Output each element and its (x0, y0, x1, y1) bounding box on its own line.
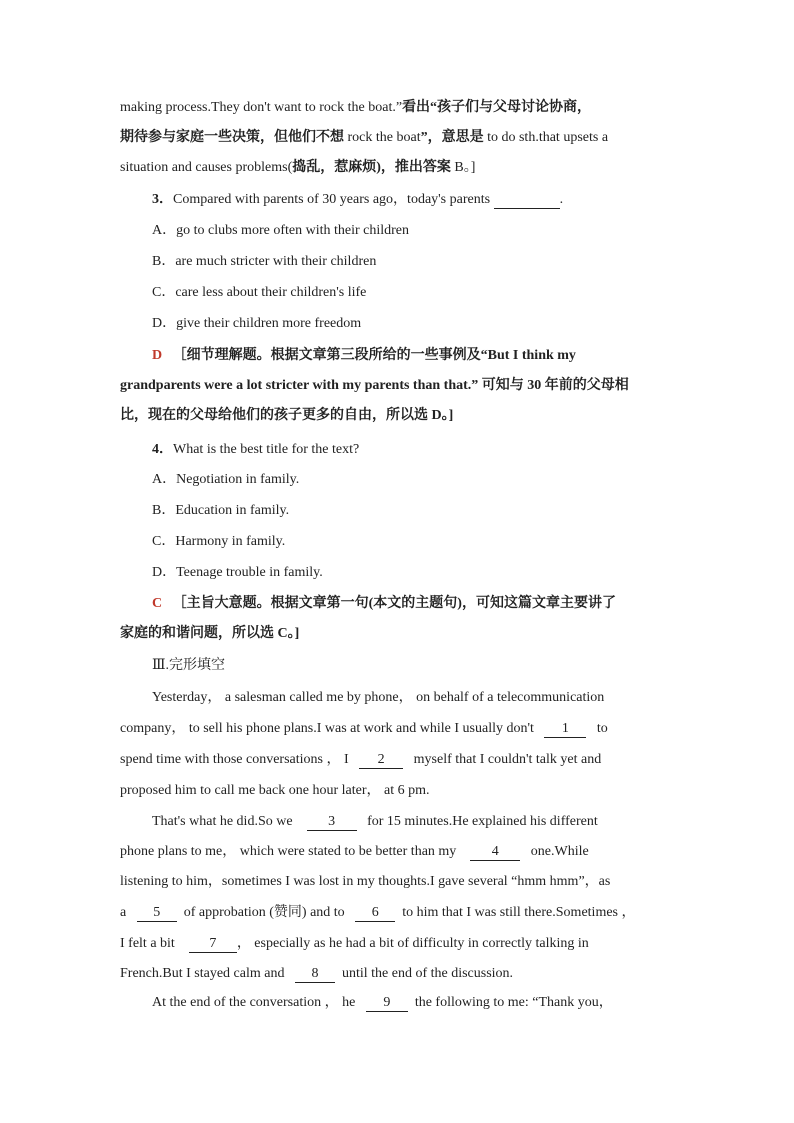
text-span: ”，意思是 (420, 130, 484, 145)
text-span: until the end of the discussion. (341, 966, 514, 981)
text-span: company， to sell his phone plans.I was at work and while I usually don't (120, 721, 534, 736)
option-d: D．Teenage trouble in family. (152, 565, 323, 580)
passage-line (152, 993, 613, 1013)
section-title: Ⅲ.完形填空 (152, 658, 226, 673)
text-span: to (596, 721, 608, 736)
cloze-blank-6: 6 (355, 905, 395, 922)
text-span: of approbation (赞同) and to (183, 905, 345, 920)
text-span: . (559, 192, 564, 207)
passage-line (120, 719, 608, 739)
q2-explanation-line-2 (120, 128, 608, 148)
cloze-blank-4: 4 (470, 844, 520, 861)
passage-line (120, 934, 589, 954)
text-span: the following to me: “Thank you， (414, 995, 613, 1010)
question-4-stem (152, 440, 359, 460)
text-span: I felt a bit (120, 936, 175, 951)
question-number: 3． (152, 192, 173, 207)
option-a: A．go to clubs more often with their children (152, 223, 409, 238)
cloze-blank-2: 2 (359, 752, 403, 769)
q4-explanation-line-2: 家庭的和谐问题，所以选 C。] (120, 626, 300, 641)
question-number: 4． (152, 442, 173, 457)
passage-line: Yesterday， a salesman called me by phone， on behalf of a telecommunication (152, 690, 605, 705)
text-span: to him that I was still there.Sometimes ， (402, 905, 636, 920)
option-b: B．are much stricter with their children (152, 254, 377, 269)
text-span: a (120, 905, 127, 920)
option-c: C．Harmony in family. (152, 534, 286, 549)
passage-line (120, 903, 636, 923)
q3-explanation-line-1 (152, 346, 576, 366)
text-span: At the end of the conversation ， he (152, 995, 356, 1010)
cloze-blank-9: 9 (366, 995, 408, 1012)
text-span: rock the boat (344, 130, 421, 145)
option-b: B．Education in family. (152, 503, 290, 518)
text-span: That's what he did.So we (152, 814, 293, 829)
answer-letter: C (152, 596, 163, 611)
q3-explanation-line-3: 比，现在的父母给他们的孩子更多的自由，所以选 D。] (120, 408, 454, 423)
option-c: C．care less about their children's life (152, 285, 367, 300)
cloze-blank-5: 5 (137, 905, 177, 922)
passage-line (120, 750, 601, 770)
text-span: situation and causes problems( (120, 160, 293, 175)
text-span: phone plans to me， which were stated to be better than my (120, 844, 457, 859)
text-span: to do sth.that upsets a (483, 130, 609, 145)
passage-line (120, 964, 513, 984)
cloze-blank-3: 3 (307, 814, 357, 831)
text-span: for 15 minutes.He explained his different (367, 814, 598, 829)
text-span: 捣乱，惹麻烦 (292, 160, 377, 175)
question-3-stem (152, 190, 563, 210)
option-d: D．give their children more freedom (152, 316, 362, 331)
text-span: French.But I stayed calm and (120, 966, 285, 981)
text-span: )，推出答案 (376, 160, 451, 175)
text-span: making process.They don't want to rock the boat.” (120, 100, 403, 115)
text-span: 期待参与家庭一些决策，但他们不想 (120, 130, 344, 145)
passage-line (152, 812, 598, 832)
answer-blank (494, 192, 560, 209)
q4-explanation-line-1 (152, 594, 616, 614)
text-span: B。] (450, 160, 476, 175)
q2-explanation-line-1 (120, 98, 591, 118)
question-text: Compared with parents of 30 years ago，today's parents (173, 192, 491, 207)
passage-line (120, 842, 589, 862)
passage-line: listening to him，sometimes I was lost in my thoughts.I gave several “hmm hmm”，as (120, 874, 611, 889)
question-text: What is the best title for the text? (173, 442, 360, 457)
option-a: A．Negotiation in family. (152, 472, 300, 487)
answer-letter: D (152, 348, 163, 363)
cloze-blank-1: 1 (544, 721, 586, 738)
text-span: myself that I couldn't talk yet and (413, 752, 602, 767)
text-span: ［主旨大意题。根据文章第一句(本文的主题句)，可知这篇文章主要讲了 (172, 596, 616, 611)
text-span: ， especially as he had a bit of difficulty in correctly talking in (236, 936, 589, 951)
cloze-blank-8: 8 (295, 966, 335, 983)
text-span: one.While (530, 844, 589, 859)
q3-explanation-line-2: grandparents were a lot stricter with my parents than that.” 可知与 30 年前的父母相 (120, 378, 629, 393)
q2-explanation-line-3 (120, 158, 475, 178)
text-span: spend time with those conversations ， I (120, 752, 349, 767)
passage-line: proposed him to call me back one hour later， at 6 pm. (120, 783, 430, 798)
text-span: 看出“孩子们与父母讨论协商， (402, 100, 592, 115)
cloze-blank-7: 7 (189, 936, 237, 953)
text-span: ［细节理解题。根据文章第三段所给的一些事例及“But I think my (172, 348, 576, 363)
